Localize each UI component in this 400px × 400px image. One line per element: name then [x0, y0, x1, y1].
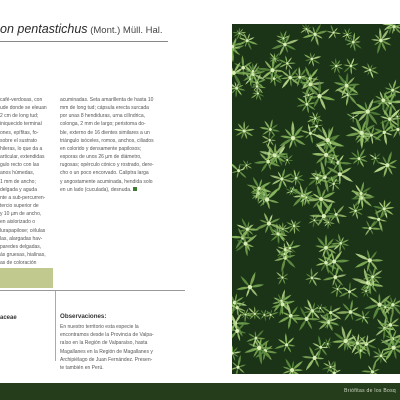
- accent-bar: [0, 268, 53, 288]
- text-line: triángulo isóceles, romos, anchos, ciliados: [60, 137, 154, 144]
- text-line: sobre el sustrato: [0, 137, 37, 144]
- text-line: rugosas; opérculo cónico y rostrado, dere-: [60, 162, 154, 169]
- text-line: te también en Perú.: [60, 365, 104, 372]
- text-line: ás gruesas, hialinas,: [0, 251, 46, 258]
- family-name: aceae: [0, 315, 17, 321]
- text-line: as de coloración: [0, 260, 37, 267]
- text-line: iniquecido terminal: [0, 121, 42, 128]
- section-rule: [0, 290, 185, 291]
- section-divider: [55, 291, 56, 361]
- text-line: café-verdosas, con: [0, 97, 43, 103]
- text-line: cho o un poco encorvado. Caliptra larga: [60, 170, 149, 177]
- observations-heading: Observaciones:: [60, 313, 107, 320]
- text-line: 2 cm de long tud;: [0, 113, 39, 120]
- text-line: en aislorizado o: [0, 219, 36, 226]
- text-line: Magallanes en la Región de Magallanes y: [60, 348, 153, 355]
- text-line: y 10 µm de ancho,: [0, 211, 42, 218]
- text-line: anos húmedas,: [0, 170, 35, 177]
- text-line: hileras, lo que da a: [0, 145, 43, 152]
- species-author: (Mont.) Müll. Hal.: [87, 25, 163, 36]
- observations-text: [60, 323, 190, 372]
- text-line: en colorido y densamente papilosos;: [60, 145, 142, 152]
- text-line: ones, epífitas, fo-: [0, 129, 39, 136]
- description-column-2: [60, 96, 170, 194]
- text-line: colonga, 2 mm de largo; peristoma do-: [60, 121, 146, 128]
- page-footer: [0, 383, 400, 400]
- text-line: nte a sub-percurren-: [0, 194, 46, 201]
- footer-text: Briófitas de los Bosq: [344, 388, 396, 394]
- text-line: Archipiélago de Juan Fernández. Presen-: [60, 356, 153, 363]
- text-line: En nuestro territorio esta especie la: [60, 324, 139, 330]
- text-line: esporas de unos 26 µm de diámetro,: [60, 154, 142, 161]
- text-line: mm de long tud; cápsula erecta surcada: [60, 105, 149, 112]
- text-line: 1 mm de ancho;: [0, 178, 36, 185]
- species-name: on pentastichus: [0, 22, 88, 36]
- text-line: acuminadas. Seta amarillenta de hasta 10: [60, 97, 154, 103]
- title-rule: [0, 41, 168, 42]
- text-line: paredes delgadas,: [0, 243, 42, 250]
- text-line: ude donde se eleuan: [0, 105, 47, 112]
- text-line: ble, externo de 16 dientes similares a un: [60, 129, 150, 136]
- text-line: y angostamente acuminada, hendida solo: [60, 178, 153, 185]
- text-line: por unas 8 hendiduras, urna cilíndrica,: [60, 113, 146, 120]
- text-line: tercio superior de: [0, 203, 39, 210]
- text-line: encontramos desde la Provincia de Valpa-: [60, 332, 154, 339]
- text-line: articular, extendidas: [0, 154, 45, 161]
- moss-illustration: [232, 24, 400, 374]
- text-line: delgada y aguda: [0, 186, 37, 193]
- text-line: en un lado (cuculada), desnuda.: [60, 186, 170, 194]
- page-title: [0, 22, 230, 36]
- text-line: gulo recto con las: [0, 162, 40, 169]
- end-of-text-marker: [133, 187, 137, 191]
- moss-photo: [232, 24, 400, 374]
- text-line: las, alargadas hav-: [0, 235, 43, 242]
- text-line: raíso en la Región de Valparaíso, hasta: [60, 340, 148, 347]
- text-line: lurapapilose; células: [0, 227, 46, 234]
- description-column-1: [0, 96, 52, 284]
